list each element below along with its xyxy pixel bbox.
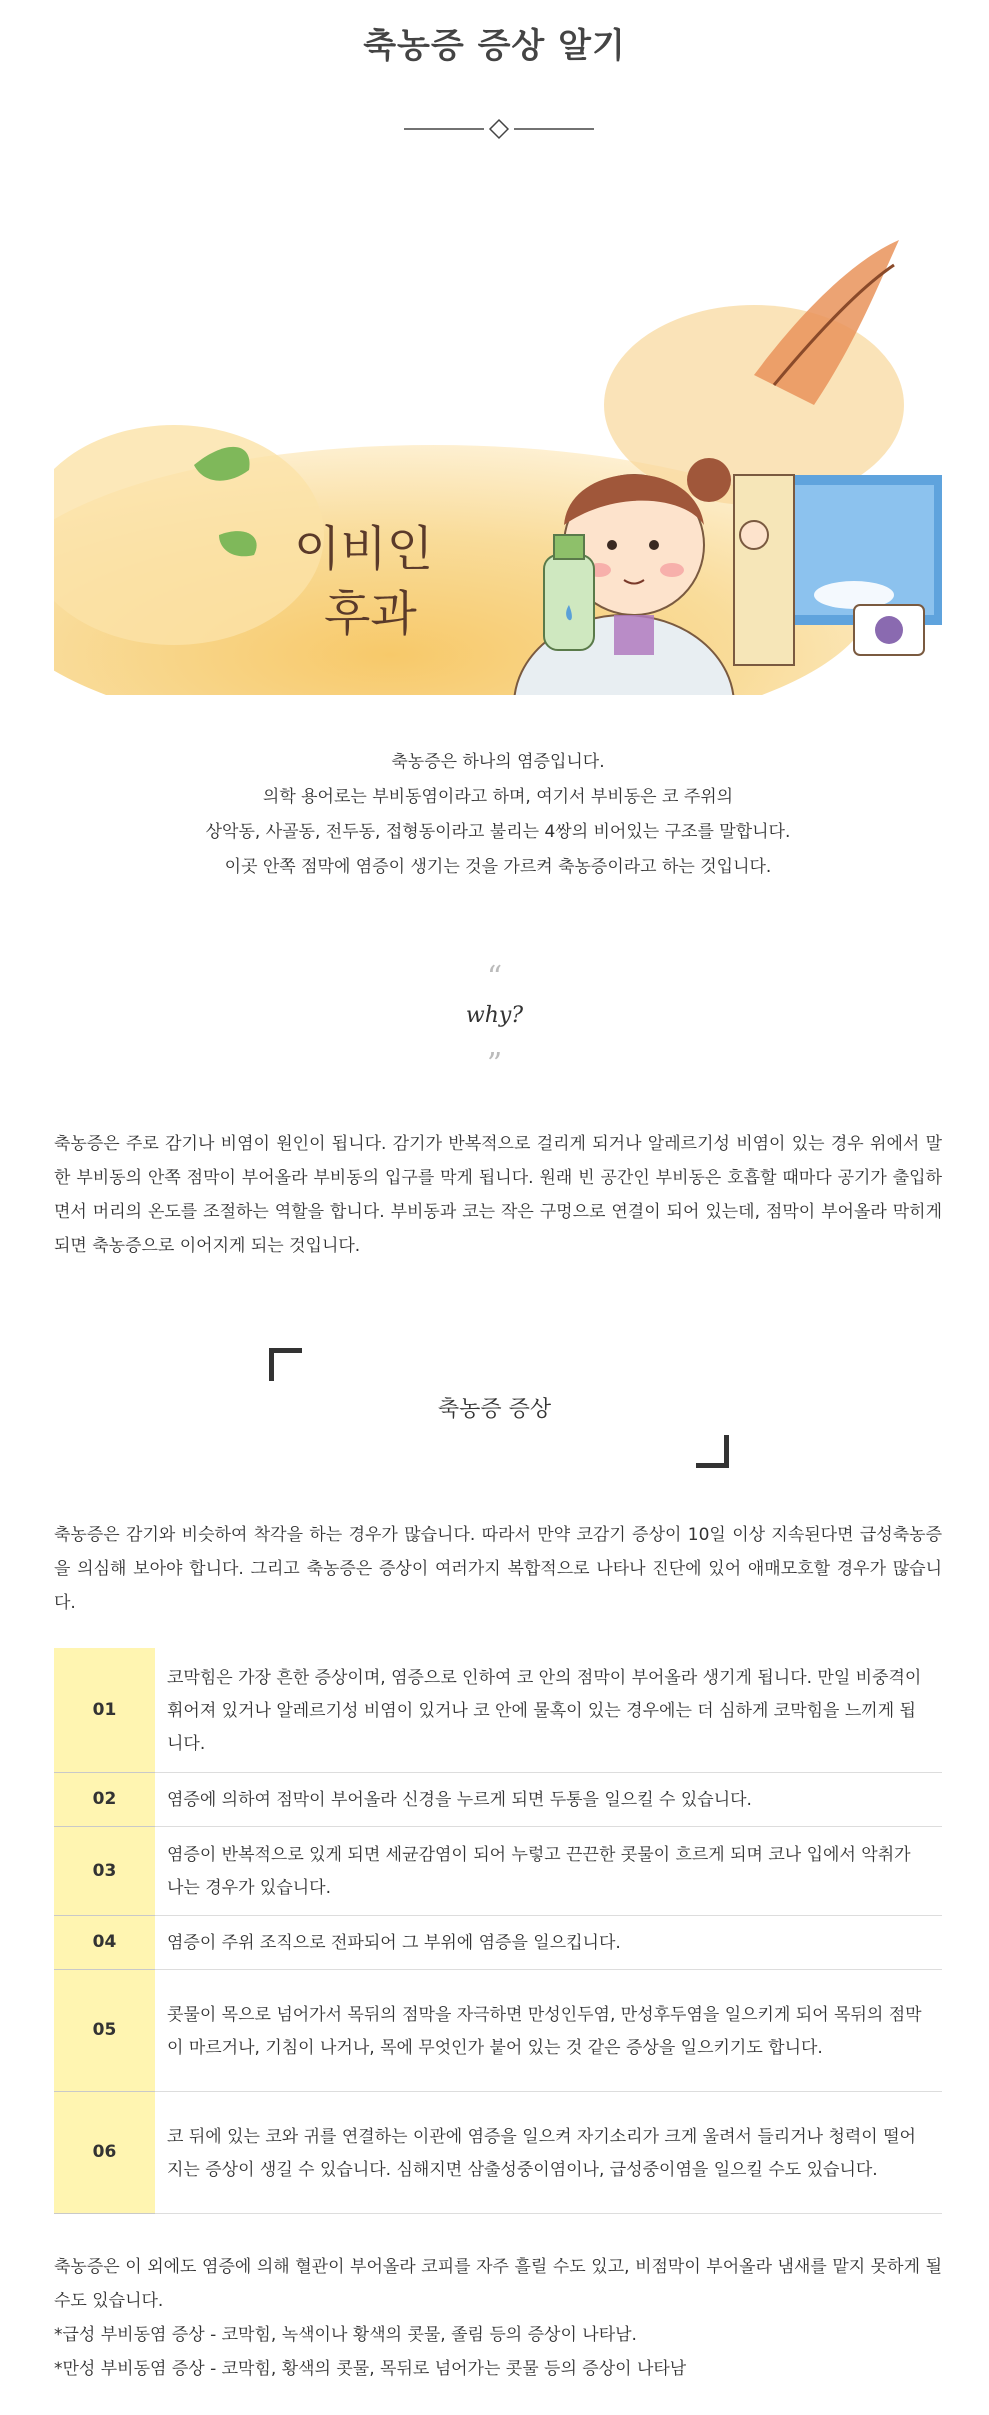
close-quote-icon: ” bbox=[486, 1047, 503, 1082]
symptom-text: 염증이 반복적으로 있게 되면 세균감염이 되어 누렇고 끈끈한 콧물이 흐르게 되며 코나 입에서 악취가 나는 경우가 있습니다. bbox=[155, 1827, 942, 1916]
cause-paragraph: 축농증은 주로 감기나 비염이 원인이 됩니다. 감기가 반복적으로 걸리게 되거나 알레르기성 비염이 있는 경우 위에서 말한 부비동의 안쪽 점막이 부어올라 부비동의 입구를 막게 됩니다. 원래 빈 공간인 부비동은 호흡할 때마다 공기가 출입하면서 머리의 온도를 조절하는 역할을 합니다. 부비동과 코는 작은 구멍으로 연결이 되어 있는데, 점막이 부어올라 막히게 되면 축농증으로 이어지게 되는 것입니다. bbox=[54, 1134, 942, 1256]
table-row bbox=[54, 1827, 942, 1916]
symptom-number: 06 bbox=[54, 2092, 155, 2214]
intro-line: 의학 용어로는 부비동염이라고 하며, 여기서 부비동은 코 주위의 bbox=[262, 787, 734, 807]
table-row bbox=[54, 1648, 942, 1773]
footer-paragraph: 축농증은 이 외에도 염증에 의해 혈관이 부어올라 코피를 자주 흘릴 수도 있고, 비점막이 부어올라 냄새를 맡지 못하게 될 수도 있습니다. bbox=[54, 2257, 942, 2311]
chronic-note: *만성 부비동염 증상 - 코막힘, 황색의 콧물, 목뒤로 넘어가는 콧물 등의 증상이 나타남 bbox=[54, 2359, 687, 2379]
corner-bracket-bottom-right bbox=[696, 1435, 729, 1468]
why-label: why? bbox=[465, 1003, 524, 1028]
open-quote-icon: “ bbox=[486, 960, 503, 995]
symptom-text: 코막힘은 가장 흔한 증상이며, 염증으로 인하여 코 안의 점막이 부어올라 생기게 됩니다. 만일 비중격이 휘어져 있거나 알레르기성 비염이 있거나 코 안에 물혹이 있는 경우에는 더 심하게 코막힘을 느끼게 됩니다. bbox=[155, 1648, 942, 1773]
page-title: 축농증 증상 알기 bbox=[363, 26, 626, 66]
symptom-text: 염증이 주위 조직으로 전파되어 그 부위에 염증을 일으킵니다. bbox=[155, 1916, 942, 1970]
symptom-text: 콧물이 목으로 넘어가서 목뒤의 점막을 자극하면 만성인두염, 만성후두염을 일으키게 되어 목뒤의 점막이 마르거나, 기침이 나거나, 목에 무엇인가 붙어 있는 것 같은 증상을 일으키기도 합니다. bbox=[155, 1970, 942, 2092]
intro-line: 이곳 안쪽 점막에 염증이 생기는 것을 가르켜 축농증이라고 하는 것입니다. bbox=[224, 857, 772, 877]
symptom-number: 05 bbox=[54, 1970, 155, 2092]
corner-bracket-top-left bbox=[269, 1348, 302, 1381]
section-title: 축농증 증상 bbox=[437, 1397, 552, 1422]
intro-line: 상악동, 사골동, 전두동, 접형동이라고 불리는 4쌍의 비어있는 구조를 말합니다. bbox=[205, 822, 791, 842]
logo-text-line1: 이비인 bbox=[294, 521, 434, 577]
symptom-number: 01 bbox=[54, 1648, 155, 1773]
table-row bbox=[54, 1773, 942, 1827]
acute-note: *급성 부비동염 증상 - 코막힘, 녹색이나 황색의 콧물, 졸림 등의 증상이 나타남. bbox=[54, 2325, 637, 2345]
title-divider bbox=[404, 118, 594, 140]
intro-text bbox=[54, 745, 942, 885]
symptom-text: 염증에 의하여 점막이 부어올라 신경을 누르게 되면 두통을 일으킬 수 있습니다. bbox=[155, 1773, 942, 1827]
symptom-number: 03 bbox=[54, 1827, 155, 1916]
table-row bbox=[54, 1970, 942, 2092]
symptoms-intro: 축농증은 감기와 비슷하여 착각을 하는 경우가 많습니다. 따라서 만약 코감기 증상이 10일 이상 지속된다면 급성축농증을 의심해 보아야 합니다. 그리고 축농증은 증상이 여러가지 복합적으로 나타나 진단에 있어 애매모호할 경우가 많습니다. bbox=[54, 1525, 942, 1613]
table-row bbox=[54, 1916, 942, 1970]
symptom-number: 04 bbox=[54, 1916, 155, 1970]
logo-text-line2: 후과 bbox=[324, 586, 417, 642]
intro-line: 축농증은 하나의 염증입니다. bbox=[391, 752, 605, 772]
symptom-text: 코 뒤에 있는 코와 귀를 연결하는 이관에 염증을 일으켜 자기소리가 크게 울려서 들리거나 청력이 떨어지는 증상이 생길 수 있습니다. 심해지면 삼출성중이염이나, 급성중이염을 일으킬 수도 있습니다. bbox=[155, 2092, 942, 2214]
hero-illustration bbox=[54, 235, 942, 695]
table-row bbox=[54, 2092, 942, 2214]
symptoms-table bbox=[54, 1648, 942, 2214]
symptom-number: 02 bbox=[54, 1773, 155, 1827]
